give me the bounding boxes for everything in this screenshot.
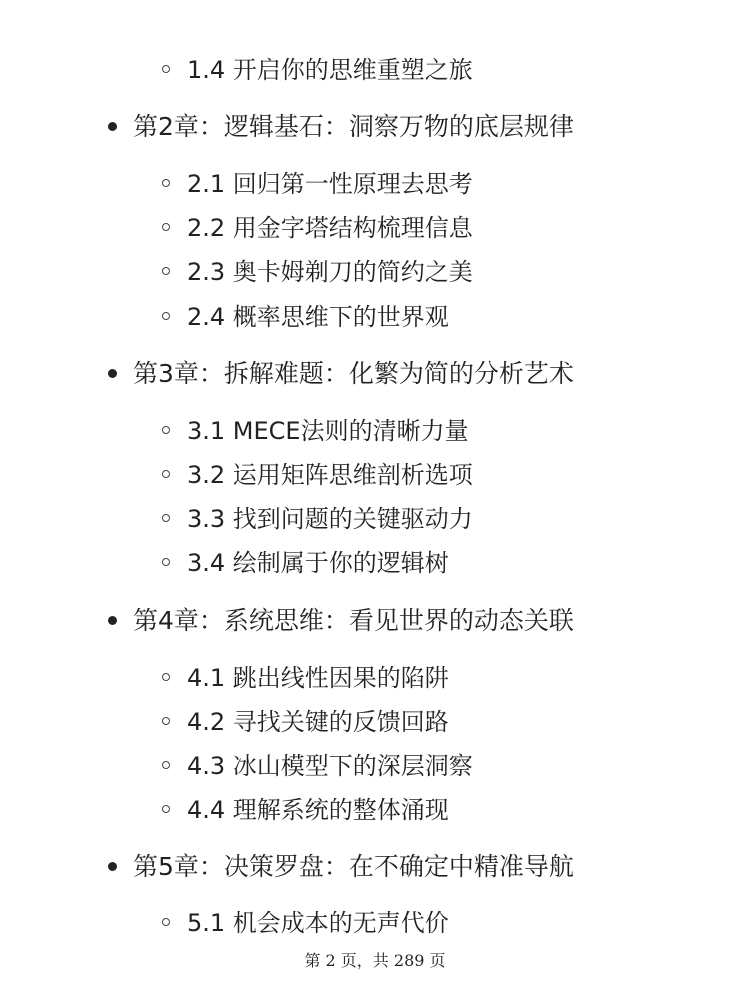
hollow-circle-bullet-icon	[162, 470, 170, 478]
hollow-circle-bullet-icon	[162, 267, 170, 275]
hollow-circle-bullet-icon	[162, 673, 170, 681]
toc-section-text: 4.1 跳出线性因果的陷阱	[187, 664, 449, 692]
hollow-circle-bullet-icon	[162, 514, 170, 522]
toc-section-1-4	[162, 50, 473, 90]
toc-chapter-2	[108, 107, 574, 147]
toc-section-text: 3.1 MECE法则的清晰力量	[187, 417, 469, 445]
toc-section-2-1	[162, 164, 473, 204]
toc-section-3-1	[162, 411, 469, 451]
toc-section-text: 1.4 开启你的思维重塑之旅	[187, 56, 473, 84]
filled-disc-bullet-icon	[108, 369, 117, 378]
toc-section-text: 3.2 运用矩阵思维剖析选项	[187, 461, 473, 489]
toc-chapter-3	[108, 354, 574, 394]
hollow-circle-bullet-icon	[162, 179, 170, 187]
toc-section-2-3	[162, 252, 473, 292]
toc-section-4-3	[162, 746, 473, 786]
toc-section-3-3	[162, 499, 473, 539]
hollow-circle-bullet-icon	[162, 65, 170, 73]
toc-chapter-text: 第2章：逻辑基石：洞察万物的底层规律	[133, 112, 574, 141]
filled-disc-bullet-icon	[108, 616, 117, 625]
hollow-circle-bullet-icon	[162, 805, 170, 813]
toc-section-text: 4.4 理解系统的整体涌现	[187, 796, 449, 824]
filled-disc-bullet-icon	[108, 122, 117, 131]
filled-disc-bullet-icon	[108, 862, 117, 871]
toc-section-4-2	[162, 702, 449, 742]
toc-section-text: 2.2 用金字塔结构梳理信息	[187, 214, 473, 242]
toc-section-text: 4.2 寻找关键的反馈回路	[187, 708, 449, 736]
toc-section-2-4	[162, 297, 449, 337]
toc-chapter-5	[108, 847, 574, 887]
toc-section-text: 2.1 回归第一性原理去思考	[187, 170, 473, 198]
hollow-circle-bullet-icon	[162, 312, 170, 320]
toc-section-text: 2.3 奥卡姆剃刀的简约之美	[187, 258, 473, 286]
toc-section-5-1	[162, 903, 449, 943]
hollow-circle-bullet-icon	[162, 558, 170, 566]
toc-chapter-text: 第3章：拆解难题：化繁为简的分析艺术	[133, 359, 574, 388]
toc-section-text: 3.3 找到问题的关键驱动力	[187, 505, 473, 533]
toc-chapter-text: 第4章：系统思维：看见世界的动态关联	[133, 606, 574, 635]
toc-section-text: 5.1 机会成本的无声代价	[187, 909, 449, 937]
toc-chapter-4	[108, 601, 574, 641]
toc-section-4-1	[162, 658, 449, 698]
hollow-circle-bullet-icon	[162, 426, 170, 434]
toc-section-2-2	[162, 208, 473, 248]
toc-section-text: 3.4 绘制属于你的逻辑树	[187, 549, 449, 577]
hollow-circle-bullet-icon	[162, 918, 170, 926]
toc-section-3-2	[162, 455, 473, 495]
hollow-circle-bullet-icon	[162, 223, 170, 231]
page-number-footer: 第 2 页，共 289 页	[304, 951, 446, 970]
hollow-circle-bullet-icon	[162, 717, 170, 725]
toc-section-text: 2.4 概率思维下的世界观	[187, 303, 449, 331]
toc-section-text: 4.3 冰山模型下的深层洞察	[187, 752, 473, 780]
toc-section-4-4	[162, 790, 449, 830]
toc-chapter-text: 第5章：决策罗盘：在不确定中精准导航	[133, 852, 574, 881]
toc-section-3-4	[162, 543, 449, 583]
hollow-circle-bullet-icon	[162, 761, 170, 769]
